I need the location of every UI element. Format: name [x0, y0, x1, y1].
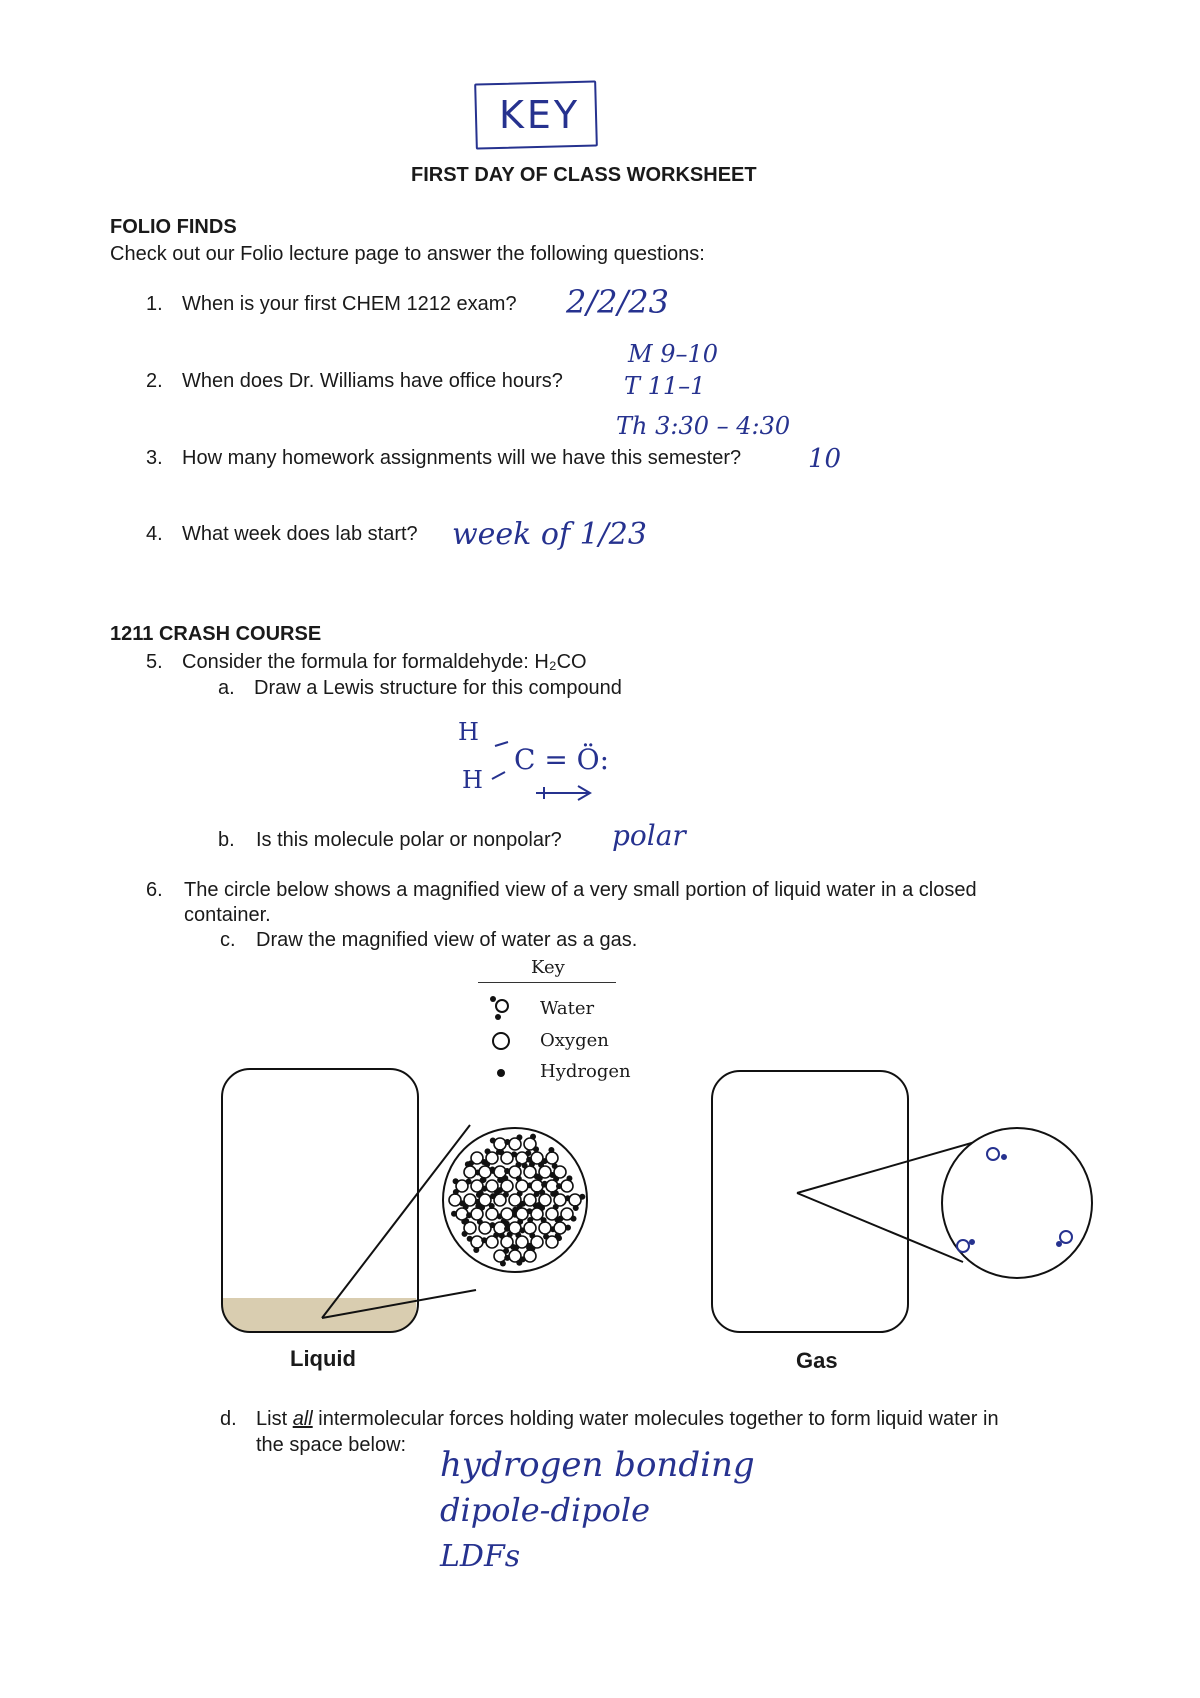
hydrogen-atom — [476, 1192, 482, 1198]
oxygen-atom — [464, 1166, 476, 1178]
hydrogen-atom — [556, 1183, 562, 1189]
hydrogen-atom — [473, 1247, 479, 1253]
hydrogen-atom — [530, 1134, 536, 1140]
hydrogen-atom — [453, 1189, 459, 1195]
lewis-h-bottom: H — [462, 766, 483, 794]
hydrogen-atom — [503, 1248, 509, 1254]
question-5b-text: Is this molecule polar or nonpolar? — [256, 829, 562, 851]
hydrogen-atom — [490, 1193, 496, 1199]
oxygen-atom — [479, 1166, 491, 1178]
hydrogen-atom-icon — [497, 1069, 505, 1077]
liquid-container — [222, 1069, 587, 1332]
subquestion-label: d. — [220, 1408, 237, 1430]
hydrogen-atom — [541, 1217, 547, 1223]
gas-container — [712, 1071, 1092, 1332]
lewis-h-top: H — [458, 718, 479, 746]
answer-office-hours-mon: M 9–10 — [628, 340, 719, 368]
oxygen-atom — [561, 1180, 573, 1192]
hydrogen-atom — [517, 1191, 523, 1197]
hydrogen-atom — [481, 1237, 487, 1243]
hydrogen-atom — [527, 1217, 533, 1223]
hydrogen-atom — [573, 1205, 579, 1211]
hydrogen-atom — [466, 1212, 472, 1218]
answer-lab-start: week of 1/23 — [452, 517, 647, 552]
hydrogen-atom — [507, 1231, 513, 1237]
answer-key-mark: KEY — [499, 93, 581, 137]
dipole-arrow-icon — [492, 742, 590, 800]
hydrogen-atom — [465, 1161, 471, 1167]
hydrogen-atom — [529, 1233, 535, 1239]
question-number: 2. — [146, 370, 163, 392]
hydrogen-atom — [553, 1204, 559, 1210]
question-6d-text — [256, 1409, 999, 1429]
question-4-text: What week does lab start? — [182, 523, 418, 545]
hydrogen-atom — [451, 1211, 457, 1217]
oxygen-atom — [471, 1208, 483, 1220]
oxygen-atom — [539, 1222, 551, 1234]
hydrogen-atom — [526, 1245, 532, 1251]
hydrogen-atom — [504, 1139, 510, 1145]
question-6d-post: intermolecular forces holding water molecules together to form liquid water in — [312, 1408, 999, 1430]
question-6d-emph: all — [292, 1408, 313, 1430]
hydrogen-atom — [485, 1148, 491, 1154]
hydrogen-atom — [498, 1149, 504, 1155]
question-number: 5. — [146, 651, 163, 673]
oxygen-atom — [501, 1208, 513, 1220]
hydrogen-atom — [527, 1208, 533, 1214]
oxygen-atom — [554, 1222, 566, 1234]
answer-office-hours-thu: Th 3:30 – 4:30 — [616, 412, 791, 440]
question-2-text: When does Dr. Williams have office hours? — [182, 370, 563, 392]
question-6d-pre: List — [256, 1408, 293, 1430]
hydrogen-atom — [579, 1194, 585, 1200]
question-number: 3. — [146, 447, 163, 469]
question-5-text: Consider the formula for formaldehyde: H₂CO — [182, 651, 587, 673]
hydrogen-atom — [489, 1166, 495, 1172]
hydrogen-atom — [556, 1235, 562, 1241]
hydrogen-atom — [543, 1234, 549, 1240]
hydrogen-atom — [557, 1216, 563, 1222]
gas-caption: Gas — [796, 1348, 838, 1373]
hydrogen-atom — [541, 1182, 547, 1188]
hydrogen-atom — [539, 1205, 545, 1211]
hydrogen-atom — [539, 1189, 545, 1195]
section-intro-folio: Check out our Folio lecture page to answer the following questions: — [110, 243, 705, 265]
oxygen-atom-icon — [493, 1033, 509, 1049]
water-molecule-icon — [490, 996, 508, 1020]
section-heading-crash: 1211 CRASH COURSE — [110, 623, 322, 645]
question-number: 1. — [146, 293, 163, 315]
hydrogen-atom — [467, 1236, 473, 1242]
hydrogen-atom — [529, 1161, 535, 1167]
question-6-text-line1: The circle below shows a magnified view of a very small portion of liquid water in a closed — [184, 879, 977, 901]
hydrogen-atom — [552, 1163, 558, 1169]
subquestion-label: a. — [218, 677, 235, 699]
figure-key-hydrogen: Hydrogen — [540, 1061, 631, 1082]
hydrogen-atom — [502, 1175, 508, 1181]
oxygen-atom — [524, 1222, 536, 1234]
liquid-caption: Liquid — [290, 1346, 356, 1371]
question-3-text: How many homework assignments will we have this semester? — [182, 447, 742, 469]
oxygen-atom — [494, 1138, 506, 1150]
hydrogen-atom — [477, 1219, 483, 1225]
answer-polarity: polar — [612, 819, 686, 852]
question-6d-text-line2: the space below: — [256, 1434, 407, 1456]
question-1-text: When is your first CHEM 1212 exam? — [182, 293, 517, 315]
figure-key-oxygen: Oxygen — [540, 1030, 609, 1051]
hydrogen-atom — [493, 1232, 499, 1238]
answer-exam-date: 2/2/23 — [566, 283, 669, 321]
hydrogen-atom — [553, 1190, 559, 1196]
figure-key-title: Key — [531, 957, 565, 978]
oxygen-atom — [546, 1152, 558, 1164]
hydrogen-atom — [516, 1176, 522, 1182]
oxygen-atom — [486, 1208, 498, 1220]
hydrogen-atom — [480, 1177, 486, 1183]
hydrogen-atom — [548, 1147, 554, 1153]
oxygen-atom — [449, 1194, 461, 1206]
hydrogen-atom — [490, 1137, 496, 1143]
question-5a-text: Draw a Lewis structure for this compound — [254, 677, 622, 699]
answer-imf-1: hydrogen bonding — [440, 1445, 755, 1485]
hydrogen-atom — [462, 1231, 468, 1237]
answer-office-hours-tue: T 11–1 — [624, 372, 706, 400]
figure-key-water: Water — [540, 998, 595, 1019]
oxygen-atom — [516, 1180, 528, 1192]
answer-homework-count: 10 — [808, 444, 842, 474]
oxygen-atom — [569, 1194, 581, 1206]
hydrogen-atom — [519, 1227, 525, 1233]
hydrogen-atom — [565, 1225, 571, 1231]
hydrogen-atom — [475, 1203, 481, 1209]
hydrogen-atom — [503, 1192, 509, 1198]
hydrogen-atom — [520, 1201, 526, 1207]
hydrogen-atom — [516, 1134, 522, 1140]
hydrogen-atom — [481, 1186, 487, 1192]
hydrogen-atom — [504, 1255, 510, 1261]
hydrogen-atom — [571, 1216, 577, 1222]
lewis-carbon-oxygen: C = Ö: — [514, 743, 610, 776]
hydrogen-atom — [463, 1218, 469, 1224]
hydrogen-atom — [515, 1162, 521, 1168]
hydrogen-atom — [453, 1178, 459, 1184]
page-title: FIRST DAY OF CLASS WORKSHEET — [411, 164, 757, 186]
hydrogen-atom — [497, 1187, 503, 1193]
hydrogen-atom — [504, 1226, 510, 1232]
hydrogen-atom — [512, 1207, 518, 1213]
hydrogen-atom — [525, 1150, 531, 1156]
hydrogen-atom — [520, 1256, 526, 1262]
question-number: 4. — [146, 523, 163, 545]
answer-imf-3: LDFs — [440, 1539, 521, 1574]
section-heading-folio: FOLIO FINDS — [110, 216, 237, 238]
hydrogen-atom — [504, 1168, 510, 1174]
hydrogen-atom — [542, 1158, 548, 1164]
oxygen-atom — [524, 1250, 536, 1262]
question-6c-text: Draw the magnified view of water as a gas. — [256, 929, 638, 951]
subquestion-label: b. — [218, 829, 235, 851]
oxygen-atom — [471, 1236, 483, 1248]
subquestion-label: c. — [220, 929, 236, 951]
question-number: 6. — [146, 879, 163, 901]
hydrogen-atom — [500, 1260, 506, 1266]
hydrogen-atom — [566, 1175, 572, 1181]
answer-imf-2: dipole-dipole — [440, 1491, 651, 1529]
question-6-text-line2: container. — [184, 904, 271, 926]
hydrogen-atom — [489, 1203, 495, 1209]
